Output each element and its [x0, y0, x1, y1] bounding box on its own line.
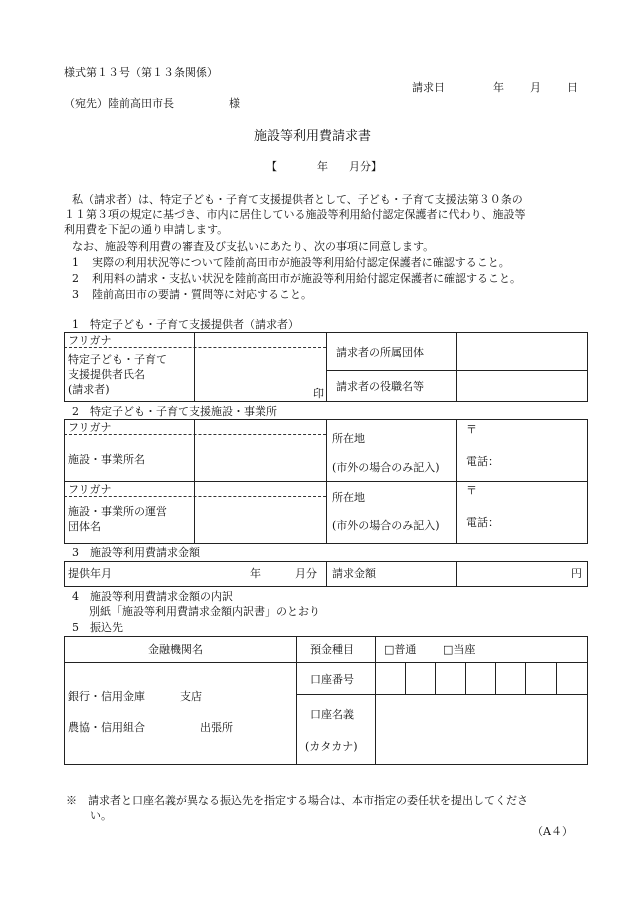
period-year: 年 — [317, 160, 328, 173]
provider-name-label-1: 特定子ども・子育て — [68, 353, 167, 366]
account-number-label: 口座番号 — [310, 673, 354, 686]
request-amount-field[interactable] — [458, 563, 568, 584]
form-number: 様式第１３号（第１３条関係） — [64, 66, 218, 79]
date-day: 日 — [567, 81, 578, 94]
ordinary-account-checkbox[interactable]: □普通 — [384, 643, 417, 656]
consent-item-text: 利用料の請求・支払い状況を陸前高田市が施設等利用給付認定保護者に確認すること。 — [92, 272, 521, 285]
consent-item-number: 1 — [72, 256, 79, 269]
body-p1-line2: １１第３項の規定に基づき、市内に居住している施設等利用給付認定保護者に代わり、施設等 — [64, 208, 526, 221]
provider-name-label-3: (請求者) — [68, 383, 110, 396]
provider-name-label-2: 支援提供者氏名 — [68, 368, 145, 381]
facility-address-note: (市外の場合のみ記入) — [332, 461, 440, 474]
operator-phone-label: 電話： — [466, 516, 499, 529]
requester-position-label: 請求者の役職名等 — [336, 380, 424, 393]
bank-name-field[interactable] — [66, 664, 294, 762]
section4-heading: 4 施設等利用費請求金額の内訳 — [72, 590, 233, 603]
footnote-line-1: ※ 請求者と口座名義が異なる振込先を指定する場合は、本市指定の委任状を提出してくださ — [66, 794, 528, 807]
facility-name-label: 施設・事業所名 — [68, 453, 145, 466]
consent-item-number: 2 — [72, 272, 79, 285]
section5-heading: 5 振込先 — [72, 621, 123, 634]
operator-address-field[interactable] — [480, 483, 584, 503]
consent-item-text: 実際の利用状況等について陸前高田市が施設等利用給付認定保護者に確認すること。 — [92, 256, 510, 269]
provider-name-field[interactable] — [196, 349, 316, 400]
facility-address-field[interactable] — [480, 421, 584, 441]
section1-heading: 1 特定子ども・子育て支援提供者（請求者） — [72, 318, 299, 331]
period-open: 【 — [266, 160, 277, 173]
body-p1-line1: 私（請求者）は、特定子ども・子育て支援提供者として、子ども・子育て支援法第３０条の — [72, 193, 523, 206]
section2-heading: 2 特定子ども・子育て支援施設・事業所 — [72, 405, 277, 418]
account-type-label: 預金種目 — [310, 643, 354, 656]
requester-org-label: 請求者の所属団体 — [336, 346, 424, 359]
yen-unit: 円 — [571, 567, 582, 580]
account-holder-label: 口座名義 — [310, 708, 354, 721]
provider-furigana-field[interactable] — [196, 333, 324, 347]
branch-type-line-2: 出張所 — [200, 721, 233, 734]
current-account-checkbox[interactable]: □当座 — [443, 643, 476, 656]
breakdown-reference: 別紙「施設等利用費請求金額内訳書」のとおり — [89, 605, 320, 618]
bank-type-line-2: 農協・信用組合 — [68, 721, 145, 734]
consent-item-number: 3 — [72, 288, 79, 301]
request-date-label: 請求日 — [412, 81, 445, 94]
facility-address-label: 所在地 — [332, 432, 365, 445]
section1-furigana-label: フリガナ — [68, 334, 112, 347]
body-p1-line3: 利用費を下記の通り申請します。 — [64, 223, 229, 236]
operator-phone-field[interactable] — [500, 513, 584, 533]
facility-phone-label: 電話： — [466, 455, 499, 468]
operator-name-field[interactable] — [196, 498, 324, 542]
document-title: 施設等利用費請求書 — [254, 129, 372, 144]
facility-furigana-label: フリガナ — [68, 421, 112, 434]
addressee-honorific: 様 — [229, 97, 240, 110]
facility-postal-mark: 〒 — [466, 423, 477, 436]
operator-name-label-2: 団体名 — [68, 520, 101, 533]
facility-furigana-field[interactable] — [196, 420, 324, 434]
operator-postal-mark: 〒 — [466, 484, 477, 497]
operator-furigana-field[interactable] — [196, 482, 324, 496]
bank-type-line-1: 銀行・信用金庫 — [68, 690, 145, 703]
account-holder-field[interactable] — [377, 696, 585, 762]
account-holder-note: (カタカナ) — [305, 740, 358, 753]
requester-position-field[interactable] — [458, 371, 586, 400]
date-year: 年 — [493, 81, 504, 94]
paper-size: （A４） — [532, 825, 573, 838]
provision-month-unit: 月分 — [295, 567, 317, 580]
provision-month-label: 提供年月 — [68, 567, 112, 580]
period-month: 月分】 — [349, 160, 382, 173]
seal-mark: 印 — [313, 387, 324, 400]
addressee: （宛先）陸前高田市長 — [64, 97, 174, 110]
branch-type-line-1: 支店 — [180, 690, 202, 703]
operator-address-label: 所在地 — [332, 491, 365, 504]
request-amount-label: 請求金額 — [332, 567, 376, 580]
facility-phone-field[interactable] — [500, 452, 584, 472]
facility-name-field[interactable] — [196, 436, 324, 480]
operator-name-label-1: 施設・事業所の運営 — [68, 505, 167, 518]
date-month: 月 — [530, 81, 541, 94]
consent-item-text: 陸前高田市の要請・質問等に対応すること。 — [92, 288, 312, 301]
body-p2: なお、施設等利用費の審査及び支払いにあたり、次の事項に同意します。 — [72, 240, 435, 253]
account-number-field[interactable] — [377, 664, 585, 693]
footnote-line-2: い。 — [90, 809, 112, 822]
requester-org-field[interactable] — [458, 333, 586, 369]
provision-year-unit: 年 — [250, 567, 261, 580]
operator-address-note: (市外の場合のみ記入) — [332, 519, 440, 532]
operator-furigana-label: フリガナ — [68, 483, 112, 496]
section3-heading: 3 施設等利用費請求金額 — [72, 546, 200, 559]
bank-name-header: 金融機関名 — [148, 643, 203, 656]
